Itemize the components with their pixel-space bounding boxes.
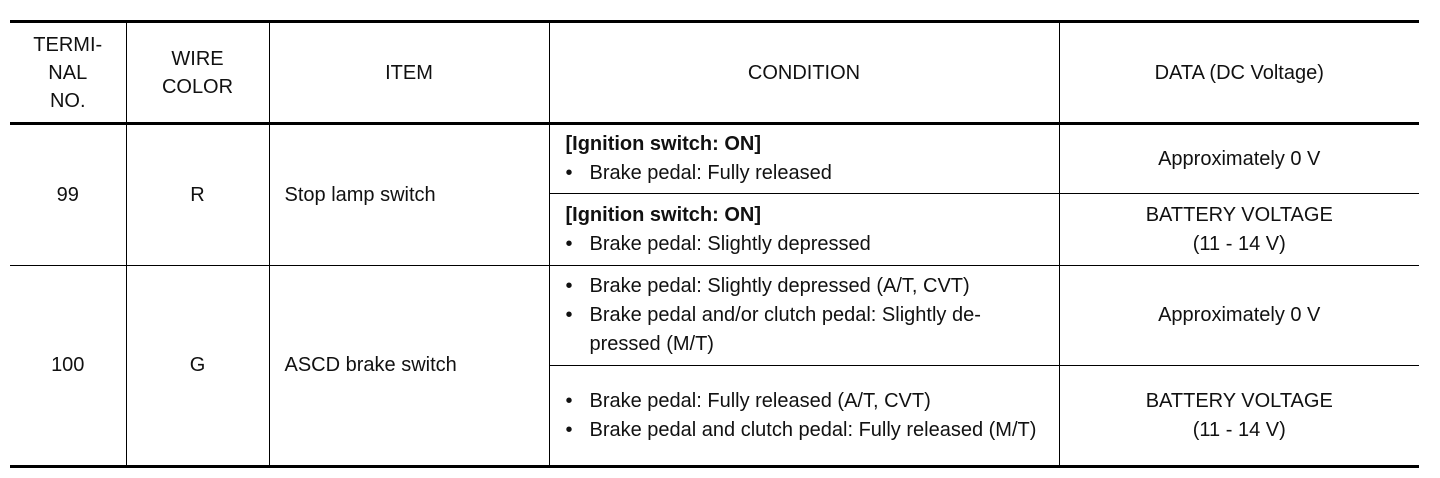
data-value	[1059, 194, 1419, 266]
data-value-line: (11 - 14 V)	[1192, 418, 1286, 441]
condition-text: Brake pedal and clutch pedal: Fully released (M/T)	[589, 418, 1037, 441]
header-item: ITEM	[269, 22, 549, 124]
item-name: Stop lamp switch	[269, 124, 549, 266]
bullet-glyph: •	[565, 389, 573, 412]
bullet-glyph: •	[565, 418, 573, 441]
wire-color: G	[126, 266, 269, 467]
header-wire-line1: WIRE	[171, 47, 224, 70]
condition-cell	[549, 266, 1059, 366]
table-row	[10, 266, 1419, 366]
condition-cell	[549, 366, 1059, 467]
header-row	[10, 22, 1419, 124]
data-value-line: (11 - 14 V)	[1192, 232, 1286, 255]
data-value-line: Approximately 0 V	[1158, 147, 1321, 170]
condition-bullet	[566, 159, 1049, 188]
header-terminal-no	[10, 22, 126, 124]
terminal-number: 100	[10, 266, 126, 467]
data-value-line: Approximately 0 V	[1158, 304, 1321, 326]
item-name: ASCD brake switch	[269, 266, 549, 467]
condition-bullet	[566, 272, 1049, 301]
data-value	[1059, 366, 1419, 467]
condition-bullet	[566, 301, 1049, 359]
header-terminal-line3: NO.	[49, 89, 86, 112]
condition-cell	[549, 194, 1059, 266]
condition-bullet	[566, 387, 1049, 416]
data-value-line: BATTERY VOLTAGE	[1145, 203, 1333, 226]
bullet-glyph: •	[565, 304, 573, 326]
condition-bullet	[566, 230, 1049, 259]
wire-color: R	[126, 124, 269, 266]
bullet-glyph: •	[565, 162, 573, 184]
terminal-number: 99	[10, 124, 126, 266]
condition-text: Brake pedal: Slightly depressed (A/T, CVT)	[589, 275, 970, 297]
header-wire-color	[126, 22, 269, 124]
header-condition: CONDITION	[549, 22, 1059, 124]
condition-text-line: Brake pedal and/or clutch pedal: Slightly de-	[589, 304, 981, 326]
table-row	[10, 124, 1419, 194]
bullet-glyph: •	[565, 232, 573, 255]
data-value-line: BATTERY VOLTAGE	[1145, 389, 1333, 412]
condition-cell	[549, 124, 1059, 194]
condition-text: Brake pedal: Slightly depressed	[589, 232, 871, 255]
terminal-data-table	[10, 20, 1419, 468]
condition-text	[590, 301, 1049, 359]
header-wire-line2: COLOR	[161, 75, 234, 98]
bullet-glyph: •	[565, 275, 573, 297]
condition-heading: [Ignition switch: ON]	[565, 203, 762, 226]
condition-text: Brake pedal: Fully released	[589, 162, 832, 184]
header-terminal-line2: NAL	[48, 61, 88, 84]
condition-text-line: pressed (M/T)	[589, 333, 714, 355]
data-value	[1059, 266, 1419, 366]
data-value	[1059, 124, 1419, 194]
header-data: DATA (DC Voltage)	[1059, 22, 1419, 124]
condition-text: Brake pedal: Fully released (A/T, CVT)	[589, 389, 931, 412]
header-terminal-line1: TERMI-	[33, 33, 103, 56]
condition-bullet	[566, 416, 1049, 445]
condition-heading: [Ignition switch: ON]	[565, 133, 762, 155]
